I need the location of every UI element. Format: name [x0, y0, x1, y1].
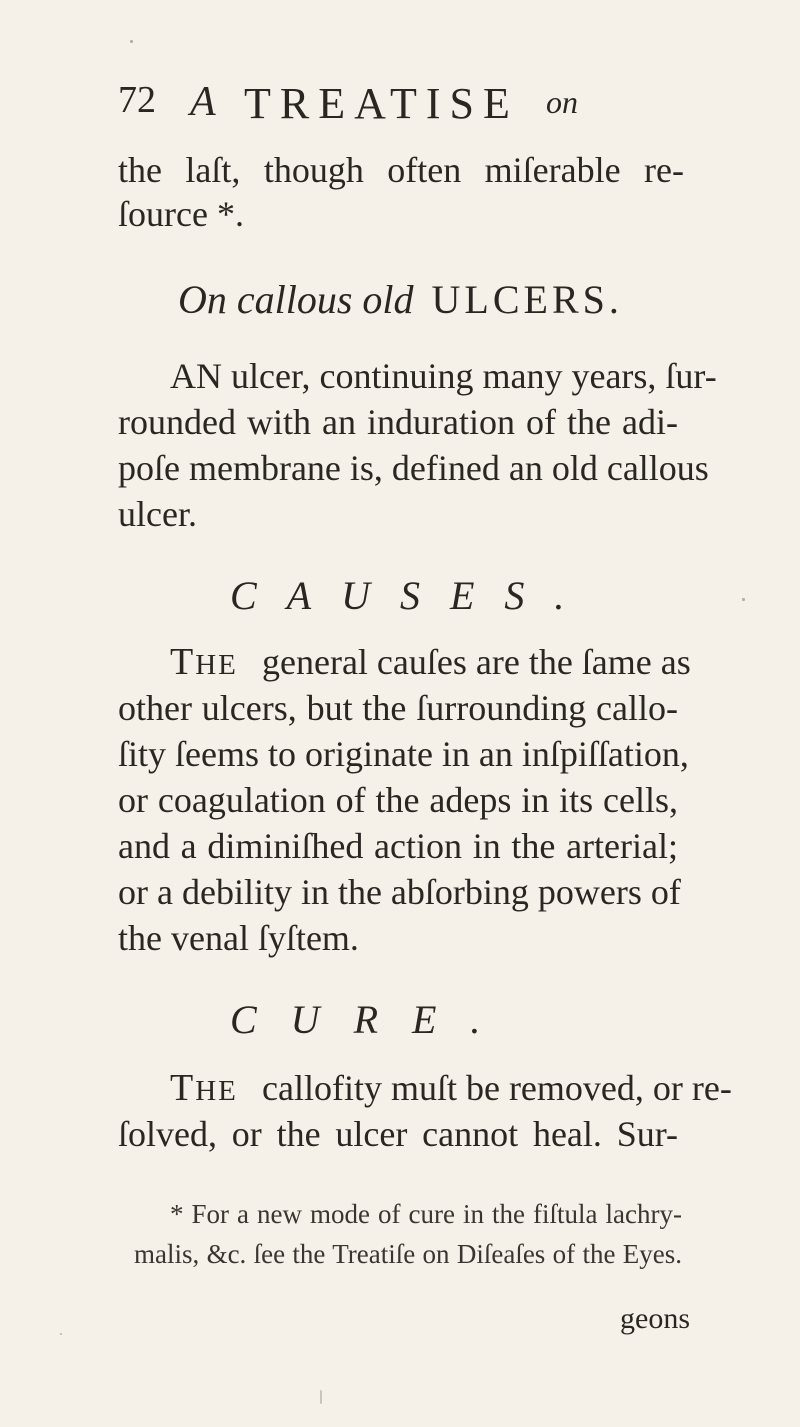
- text-line: the laſt, though often miſerable re-: [118, 150, 684, 190]
- text-line: and a diminiſhed action in the arterial;: [118, 826, 678, 866]
- cure-first-word: [170, 1068, 238, 1111]
- cure-heading: CURE.: [230, 997, 515, 1042]
- footnote-line: malis, &c. ſee the Treatiſe on Diſeaſes of the Eyes.: [134, 1239, 682, 1269]
- catchword: geons: [620, 1302, 690, 1335]
- text-line: AN ulcer, continuing many years, ſur-: [170, 356, 717, 396]
- text-line: ſource *.: [118, 194, 244, 234]
- text-line: ſolved, or the ulcer cannot heal. Sur-: [118, 1114, 678, 1154]
- causes-heading: CAUSES.: [230, 573, 595, 618]
- text-line: ſity ſeems to originate in an inſpiſſation,: [118, 734, 689, 774]
- footnote-line: * For a new mode of cure in the fiſtula lachry-: [170, 1199, 682, 1229]
- causes-first-word: [170, 642, 238, 685]
- text-line: or coagulation of the adeps in its cells,: [118, 780, 678, 820]
- text-line: the venal ſyſtem.: [118, 918, 359, 958]
- running-header: [118, 78, 718, 138]
- cure-initial: T: [170, 1067, 196, 1109]
- text-line: general cauſes are the ſame as: [262, 642, 691, 682]
- paper-speck: [130, 40, 133, 43]
- text-line: ulcer.: [118, 494, 197, 534]
- section-heading-italic: On callous old: [178, 277, 414, 322]
- text-line: other ulcers, but the ſurrounding callo-: [118, 688, 678, 728]
- cure-initial-rest: HE: [195, 1075, 238, 1107]
- header-article: A: [190, 79, 216, 125]
- paper-speck: [60, 1333, 62, 1335]
- section-heading: [178, 276, 623, 323]
- section-heading-caps: ULCERS.: [431, 277, 623, 322]
- text-line: callofity muſt be removed, or re-: [262, 1068, 732, 1108]
- causes-initial: T: [170, 641, 196, 683]
- header-preposition: on: [546, 84, 578, 120]
- text-line: poſe membrane is, defined an old callous: [118, 448, 709, 488]
- page-number: 72: [118, 79, 156, 121]
- header-title: TREATISE: [244, 79, 519, 128]
- text-line: or a debility in the abſorbing powers of: [118, 872, 681, 912]
- paper-speck: [320, 1390, 322, 1404]
- text-line: rounded with an induration of the adi-: [118, 402, 678, 442]
- causes-initial-rest: HE: [195, 649, 238, 681]
- paper-speck: [742, 598, 745, 601]
